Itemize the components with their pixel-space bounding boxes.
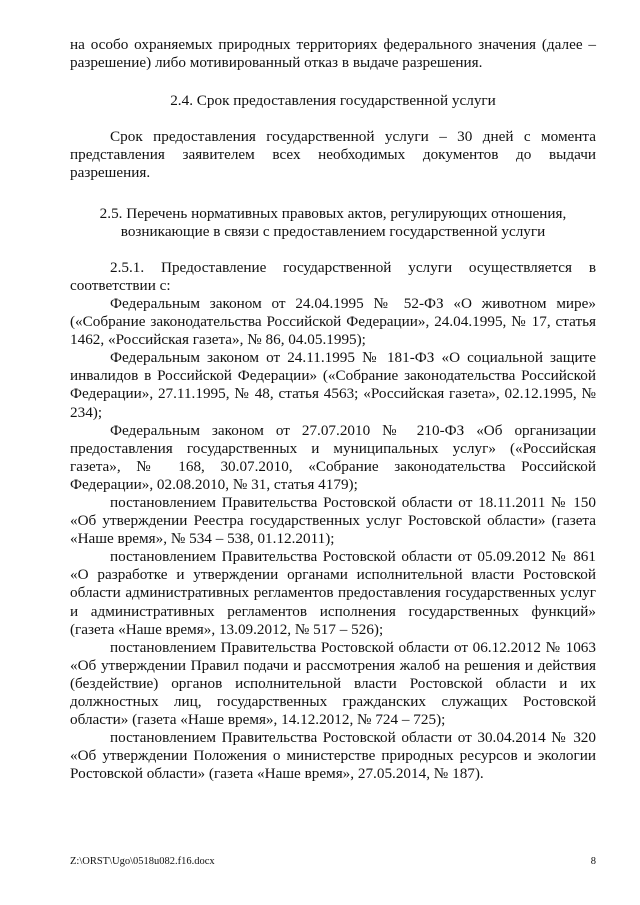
document-body xyxy=(70,36,596,783)
page-footer xyxy=(70,855,596,868)
legal-act-item: Федеральным законом от 24.11.1995 № 181-ФЗ «О социальной защите инвалидов в Российской Федерации» («Собрание законодательства Российской Федерации», 27.11.1995, № 48, статья 4563; «Российская газета», 02.12.1995, № 234); xyxy=(70,349,596,421)
section-2-5-heading-line-1: 2.5. Перечень нормативных правовых актов, регулирующих отношения, xyxy=(99,204,567,222)
legal-act-item: постановлением Правительства Ростовской области от 18.11.2011 № 150 «Об утверждении Реестра государственных услуг Ростовской области» (газета «Наше время», № 534 – 538, 01.12.2011); xyxy=(70,493,596,548)
section-2-5-heading-line-2: возникающие в связи с предоставлением государственной услуги xyxy=(120,222,546,240)
legal-act-item: Федеральным законом от 27.07.2010 № 210-ФЗ «Об организации предоставления государственных и муниципальных услуг» («Российская газета», № 168, 30.07.2010, «Собрание законодательства Российской Федерации», 02.08.2010, № 31, статья 4179); xyxy=(70,421,596,493)
legal-act-item: постановлением Правительства Ростовской области от 05.09.2012 № 861 «О разработке и утверждении органами исполнительной власти Ростовской области административных регламентов предоставления государственных услуг и административных регламентов исполнения государственных функций» (газета «Наше время», 13.09.2012, № 517 – 526); xyxy=(70,548,596,638)
footer-page-number: 8 xyxy=(590,856,596,867)
section-2-5-1-lead: 2.5.1. Предоставление государственной услуги осуществляется в соответствии с: xyxy=(70,258,596,294)
legal-act-item: Федеральным законом от 24.04.1995 № 52-ФЗ «О животном мире» («Собрание законодательства Российской Федерации», 24.04.1995, № 17, статья 1462, «Российская газета», № 86, 04.05.1995); xyxy=(70,294,596,349)
legal-act-item: постановлением Правительства Ростовской области от 30.04.2014 № 320 «Об утверждении Положения о министерстве природных ресурсов и экологии Ростовской области» (газета «Наше время», 27.05.2014, № 187). xyxy=(70,729,596,783)
intro-paragraph: на особо охраняемых природных территориях федерального значения (далее – разрешение) либо мотивированный отказ в выдаче разрешения. xyxy=(70,36,596,72)
section-2-4-text: Срок предоставления государственной услуги – 30 дней с момента представления заявителем всех необходимых документов до выдачи разрешения. xyxy=(70,128,596,182)
footer-file-path: Z:\ORST\Ugo\0518u082.f16.docx xyxy=(70,856,215,867)
section-2-4-heading: 2.4. Срок предоставления государственной услуги xyxy=(170,92,496,110)
legal-act-item: постановлением Правительства Ростовской области от 06.12.2012 № 1063 «Об утверждении Правил подачи и рассмотрения жалоб на решения и действия (бездействие) органов исполнительной власти Ростовской области и их должностных лиц, государственных гражданских служащих Ростовской области» (газета «Наше время», 14.12.2012, № 724 – 725); xyxy=(70,638,596,729)
